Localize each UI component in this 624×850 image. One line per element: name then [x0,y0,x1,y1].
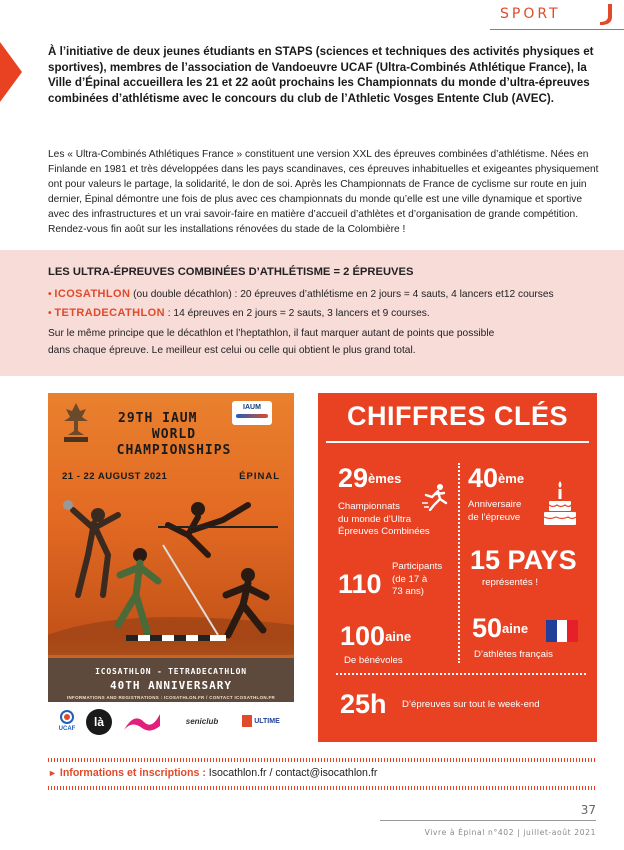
figure-countries: 15 PAYS [470,545,577,575]
body-paragraph: Les « Ultra-Combinés Athlétiques France » constituent une version XXL des épreuves combinées d’athlétisme. Nées en Finlande en 1981 et très développées dans les pays scandinaves, ces épreuves inhabituelles et exigeantes physiquement ont pour valeurs le partage, la solidarité, le don de soi. Après les Championnats de France de cyclisme sur route en juin dernier, Épinal démontre une fois de plus avec ces championnats du monde qu’elle est une ville dynamique et sportive avec des infrastructures et un vrai savoir-faire en matière d’accueil d’athlètes et d’organisation de grande compétition. Rendez-vous fin août sur les installations rénovées du stade de la Colombière ! [48,149,599,236]
figure-anniversary: 40ème [468,463,525,493]
events-heading: LES ULTRA-ÉPREUVES COMBINÉES D’ATHLÉTISME = 2 ÉPREUVES [48,266,414,278]
note-line: Sur le même principe que le décathlon et l’heptathlon, il faut marquer autant de points que possible [48,328,495,339]
sponsor-ultime-logo: ULTIME [234,710,288,734]
figure-anniversary-label: Anniversaire de l’épreuve [468,499,522,523]
sponsor-ucaf-logo: UCAF [54,710,80,734]
info-links[interactable]: Isocathlon.fr / contact@isocathlon.fr [205,767,378,779]
section-tab [490,0,624,30]
poster-title-line3: CHAMPIONSHIPS [116,443,232,458]
vertical-dotted-divider [458,463,460,663]
dotted-divider-top [48,758,596,762]
footer-rule [380,820,596,821]
key-figures-rule [326,441,589,443]
figure-participants: 110 [338,569,382,599]
sponsor-la-logo: là [86,709,112,735]
event-item-icosathlon [48,288,554,300]
athletes-illustration [48,485,294,655]
event-desc: : 14 épreuves en 2 jours = 2 sauts, 3 lancers et 9 courses. [164,308,430,319]
figure-volunteers: $100^{aine}$ [340,621,412,651]
note-line: dans chaque épreuve. Le meilleur est celui ou celle qui obtient le plus grand total. [48,344,416,356]
info-label: Informations et inscriptions : [59,767,206,779]
dotted-divider-bottom [48,786,596,790]
poster-title-lines [94,427,254,459]
bullet-icon: • [48,308,52,319]
publication-footer: Vivre à Épinal n°402 | juillet-août 2021 [424,828,596,837]
arrow-right-icon: ► [48,768,57,778]
figure-french-athletes: $50^{aine}$ [472,613,529,643]
trophy-statue-icon [58,401,94,445]
events-box [0,250,624,376]
horizontal-dotted-divider [336,673,586,675]
french-flag-icon [546,620,578,642]
key-figures-title: CHIFFRES CLÉS [346,401,568,431]
poster-sponsors [48,702,294,742]
event-desc: (ou double décathlon) : 20 épreuves d’athlétisme en 2 jours = 4 sauts, 4 lancers et12 courses [130,289,554,300]
event-term: TETRADECATHLON [54,307,165,319]
figure-participants-label: Participants (de 17 à 73 ans) [392,561,443,597]
figure-championships: 29èmes [338,463,402,493]
figure-championships-label: Championnats du monde d’Ultra Épreuves Combinées [338,501,430,537]
bullet-icon: • [48,289,52,300]
poster-subtitle: ICOSATHLON - TETRADECATHLON [95,667,247,676]
figure-hours-label: D’épreuves sur tout le week-end [402,699,540,710]
poster-dates: 21 - 22 AUGUST 2021 [62,471,168,482]
page-number: 37 [580,803,596,817]
key-figures-panel [318,393,597,742]
sponsor-magenta-logo [122,710,162,734]
figure-hours: 25h [340,689,387,719]
intro-paragraph: À l’initiative de deux jeunes étudiants en STAPS (sciences et techniques des activités physiques et sportives), membres de l’association de Vandoeuvre UCAF (Ultra-Combinés Athlétique France), la Ville d’Épinal accueillera les 21 et 22 août prochains les Championnats du monde d’ultra-épreuves combinées d’athlétisme avec le concours du club de l’Athletic Vosges Entente Club (AVEC). [48,45,594,105]
poster-title-line2: WORLD [151,427,197,442]
championship-poster [48,393,294,742]
iaum-logo: IAUM [232,401,272,425]
event-item-tetradecathlon [48,307,430,319]
event-term: ICOSATHLON [54,288,131,300]
figure-countries-label: représentés ! [482,577,538,588]
figure-french-athletes-label: D’athlètes français [474,649,553,660]
section-label: SPORT [500,6,561,22]
events-note [48,326,568,359]
poster-small-info: INFORMATIONS AND REGISTRATIONS : ICOSATHLON.FR / CONTACT ICOSATHLON.FR [66,695,276,700]
birthday-cake-icon [540,479,580,527]
poster-anniversary: 40TH ANNIVERSARY [110,679,232,692]
chevron-right-icon [0,42,22,102]
poster-city: ÉPINAL [239,471,280,482]
sponsor-seniclub-logo: seniclub [185,717,219,726]
poster-title-line1: 29TH IAUM [118,411,198,426]
swoosh-icon [598,3,618,27]
info-line [48,767,377,779]
figure-volunteers-label: De bénévoles [344,655,403,666]
